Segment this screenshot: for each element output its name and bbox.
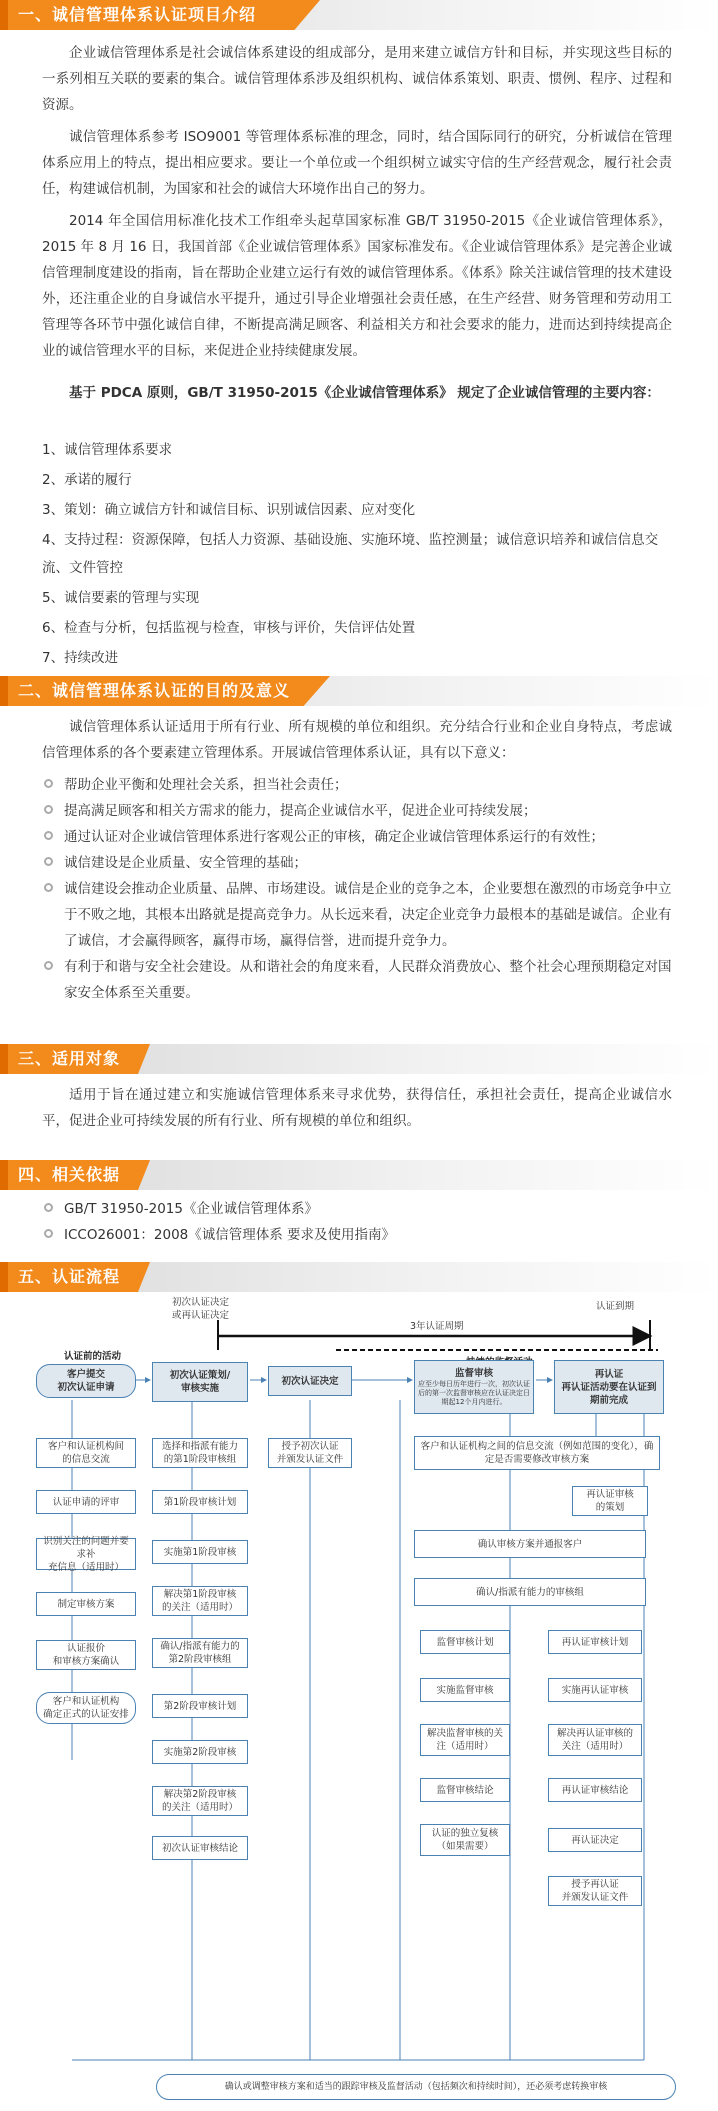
- section-header-notch: [0, 1160, 8, 1190]
- bullet-icon: [44, 1229, 53, 1238]
- section-title: 三、适用对象: [18, 1049, 121, 1068]
- bullet-icon: [44, 883, 53, 892]
- flow-step-d: 监督审核计划: [420, 1630, 510, 1654]
- purpose-paragraph: 诚信管理体系认证适用于所有行业、所有规模的单位和组织。充分结合行业和企业自身特点，考虑诚信管理体系的各个要素建立管理体系。开展诚信管理体系认证，具有以下意义：: [42, 719, 672, 761]
- flow-step-c: 授予初次认证 并颁发认证文件: [268, 1438, 352, 1468]
- intro-paragraph-4: 基于 PDCA 原则，GB/T 31950-2015《企业诚信管理体系》 规定了企业诚信管理的主要内容：: [69, 385, 660, 401]
- section-header-notch: [0, 0, 8, 30]
- flow-step-e: 解决再认证审核的 关注（适用时）: [548, 1724, 642, 1756]
- bullet-icon: [44, 779, 53, 788]
- bullet-icon: [44, 1203, 53, 1212]
- pre-certification-label: 认证前的活动: [64, 1351, 122, 1362]
- section-header-4: [0, 1160, 718, 1190]
- list-item: 1、诚信管理体系要求: [42, 442, 173, 458]
- flow-step-b: 初次认证审核结论: [152, 1836, 248, 1860]
- section-title: 二、诚信管理体系认证的目的及意义: [18, 681, 291, 700]
- section-header-5: [0, 1262, 718, 1292]
- flow-step-a: 认证申请的评审: [36, 1490, 136, 1514]
- bullet-item: 通过认证对企业诚信管理体系进行客观公正的审核，确定企业诚信管理体系运行的有效性；: [42, 824, 682, 850]
- flow-step-wide: 确认审核方案并通报客户: [414, 1530, 646, 1558]
- flow-step-b: 解决第2阶段审核 的关注（适用时）: [152, 1786, 248, 1816]
- basis-bullets: [42, 1196, 682, 1248]
- flow-final-step: 确认或调整审核方案和适当的跟踪审核及监督活动（包括频次和持续时间），还必须考虑转换审核: [156, 2074, 676, 2100]
- list-item: 5、诚信要素的管理与实现: [42, 590, 200, 606]
- recert-planning-step: 再认证审核 的策划: [572, 1486, 648, 1516]
- timeline-start-label: 初次认证决定 或再认证决定: [172, 1297, 230, 1321]
- flow-step-b: 第1阶段审核计划: [152, 1490, 248, 1514]
- bullet-item: ICCO26001：2008《诚信管理体系 要求及使用指南》: [42, 1222, 682, 1248]
- list-item: 4、支持过程：资源保障，包括人力资源、基础设施、实施环境、监控测量；诚信意识培养和诚信信息交流、文件管控: [42, 532, 659, 576]
- flow-step-b: 实施第1阶段审核: [152, 1540, 248, 1564]
- flow-step-d: 监督审核结论: [420, 1778, 510, 1802]
- intro-paragraph-2: 诚信管理体系参考 ISO9001 等管理体系标准的理念，同时，结合国际同行的研究，分析诚信在管理体系应用上的特点，提出相应要求。要让一个单位或一个组织树立诚实守信的生产经营观念，履行社会责任，构建诚信机制，为国家和社会的诚信大环境作出自己的努力。: [42, 129, 672, 197]
- flow-step-wide: 客户和认证机构之间的信息交流（例如范围的变化），确定是否需要修改审核方案: [414, 1436, 660, 1470]
- flow-step-a: 客户和认证机构 确定正式的认证安排: [36, 1692, 136, 1724]
- bullet-item: 诚信建设会推动企业质量、品牌、市场建设。诚信是企业的竞争之本，企业要想在激烈的市场竞争中立于不败之地，其根本出路就是提高竞争力。从长远来看，决定企业竞争力最根本的基础是诚信。企业有了诚信，才会赢得顾客，赢得市场，赢得信誉，进而提升竞争力。: [42, 876, 682, 954]
- list-item: 7、持续改进: [42, 650, 119, 666]
- bullet-item: 诚信建设是企业质量、安全管理的基础；: [42, 850, 682, 876]
- bullet-icon: [44, 857, 53, 866]
- flow-step-e: 再认证审核计划: [548, 1630, 642, 1654]
- bullet-item: GB/T 31950-2015《企业诚信管理体系》: [42, 1196, 682, 1222]
- section-header-2: [0, 676, 718, 706]
- flow-step-a: 认证报价 和审核方案确认: [36, 1640, 136, 1670]
- list-item: 2、承诺的履行: [42, 472, 132, 488]
- scope-paragraph: 适用于旨在通过建立和实施诚信管理体系来寻求优势，获得信任，承担社会责任，提高企业诚信水平，促进企业可持续发展的所有行业、所有规模的单位和组织。: [42, 1087, 672, 1129]
- list-item: 6、检查与分析，包括监视与检查，审核与评价，失信评估处置: [42, 620, 416, 636]
- section-header-notch: [0, 1044, 8, 1074]
- flow-step-e: 实施再认证审核: [548, 1678, 642, 1702]
- section-header-1: [0, 0, 718, 30]
- initial-certification-decision-node: 初次认证决定: [268, 1366, 352, 1396]
- list-item: 3、策划：确立诚信方针和诚信目标、识别诚信因素、应对变化: [42, 502, 416, 518]
- section-header-3: [0, 1044, 718, 1074]
- flow-step-d: 实施监督审核: [420, 1678, 510, 1702]
- flow-step-b: 确认/指派有能力的 第2阶段审核组: [152, 1638, 248, 1668]
- flow-step-e: 再认证决定: [548, 1828, 642, 1852]
- purpose-bullets: [42, 772, 682, 1006]
- bullet-item: 有利于和谐与安全社会建设。从和谐社会的角度来看，人民群众消费放心、整个社会心理预期稳定对国家安全体系至关重要。: [42, 954, 682, 1006]
- section-title: 五、认证流程: [18, 1267, 121, 1286]
- surveillance-audit-node: 监督审核 应至少每日历年进行一次，初次认证后的第一次监督审核应在认证决定日期起12个月内进行。: [414, 1360, 534, 1414]
- bullet-icon: [44, 831, 53, 840]
- flow-step-a: 制定审核方案: [36, 1592, 136, 1616]
- certification-flowchart: [36, 1290, 680, 2102]
- flow-step-b: 第2阶段审核计划: [152, 1694, 248, 1718]
- flow-step-wide: 确认/指派有能力的审核组: [414, 1578, 646, 1606]
- section-header-notch: [0, 676, 8, 706]
- bullet-icon: [44, 805, 53, 814]
- client-application-node: 客户提交 初次认证申请: [36, 1364, 136, 1398]
- flow-step-e: 授予再认证 并颁发认证文件: [548, 1876, 642, 1906]
- section-header-notch: [0, 1262, 8, 1292]
- bullet-item: 帮助企业平衡和处理社会关系，担当社会责任；: [42, 772, 682, 798]
- timeline-end-label: 认证到期: [596, 1301, 635, 1312]
- flow-step-a: 客户和认证机构间 的信息交流: [36, 1438, 136, 1468]
- intro-paragraph-1: 企业诚信管理体系是社会诚信体系建设的组成部分，是用来建立诚信方针和目标，并实现这些目标的一系列相互关联的要素的集合。诚信管理体系涉及组织机构、诚信体系策划、职责、惯例、程序、过程和资源。: [42, 45, 672, 113]
- flow-step-b: 实施第2阶段审核: [152, 1740, 248, 1764]
- content-list: [42, 436, 682, 674]
- flow-step-d: 认证的独立复核 （如果需要）: [420, 1824, 510, 1856]
- recertification-node: 再认证 再认证活动要在认证到期前完成: [554, 1360, 664, 1414]
- flow-step-b: 解决第1阶段审核 的关注（适用时）: [152, 1586, 248, 1616]
- flow-step-b: 选择和指派有能力 的第1阶段审核组: [152, 1438, 248, 1468]
- section-title: 一、诚信管理体系认证项目介绍: [18, 5, 257, 24]
- cycle-label: 3年认证周期: [410, 1321, 464, 1332]
- flow-step-a: 识别关注的问题并要求补 充信息（适用时）: [36, 1538, 136, 1570]
- intro-paragraph-3: 2014 年全国信用标准化技术工作组牵头起草国家标准 GB/T 31950-2015《企业诚信管理体系》，2015 年 8 月 16 日，我国首部《企业诚信管理体系》国家标准发布。《企业诚信管理体系》是完善企业诚信管理制度建设的指南，旨在帮助企业建立运行有效的诚信管理体系。《体系》除关注诚信管理的技术建设外，还注重企业的自身诚信水平提升，通过引导企业增强社会责任感，在生产经营、财务管理和劳动用工管理等各环节中强化诚信自律，不断提高满足顾客、利益相关方和社会要求的能力，进而达到持续提高企业的诚信管理水平的目标，来促进企业持续健康发展。: [42, 213, 672, 359]
- flow-step-e: 再认证审核结论: [548, 1778, 642, 1802]
- bullet-icon: [44, 961, 53, 970]
- section-title: 四、相关依据: [18, 1165, 121, 1184]
- flow-step-d: 解决监督审核的关 注（适用时）: [420, 1724, 510, 1756]
- initial-audit-planning-node: 初次认证策划/ 审核实施: [152, 1362, 248, 1402]
- bullet-item: 提高满足顾客和相关方需求的能力，提高企业诚信水平，促进企业可持续发展；: [42, 798, 682, 824]
